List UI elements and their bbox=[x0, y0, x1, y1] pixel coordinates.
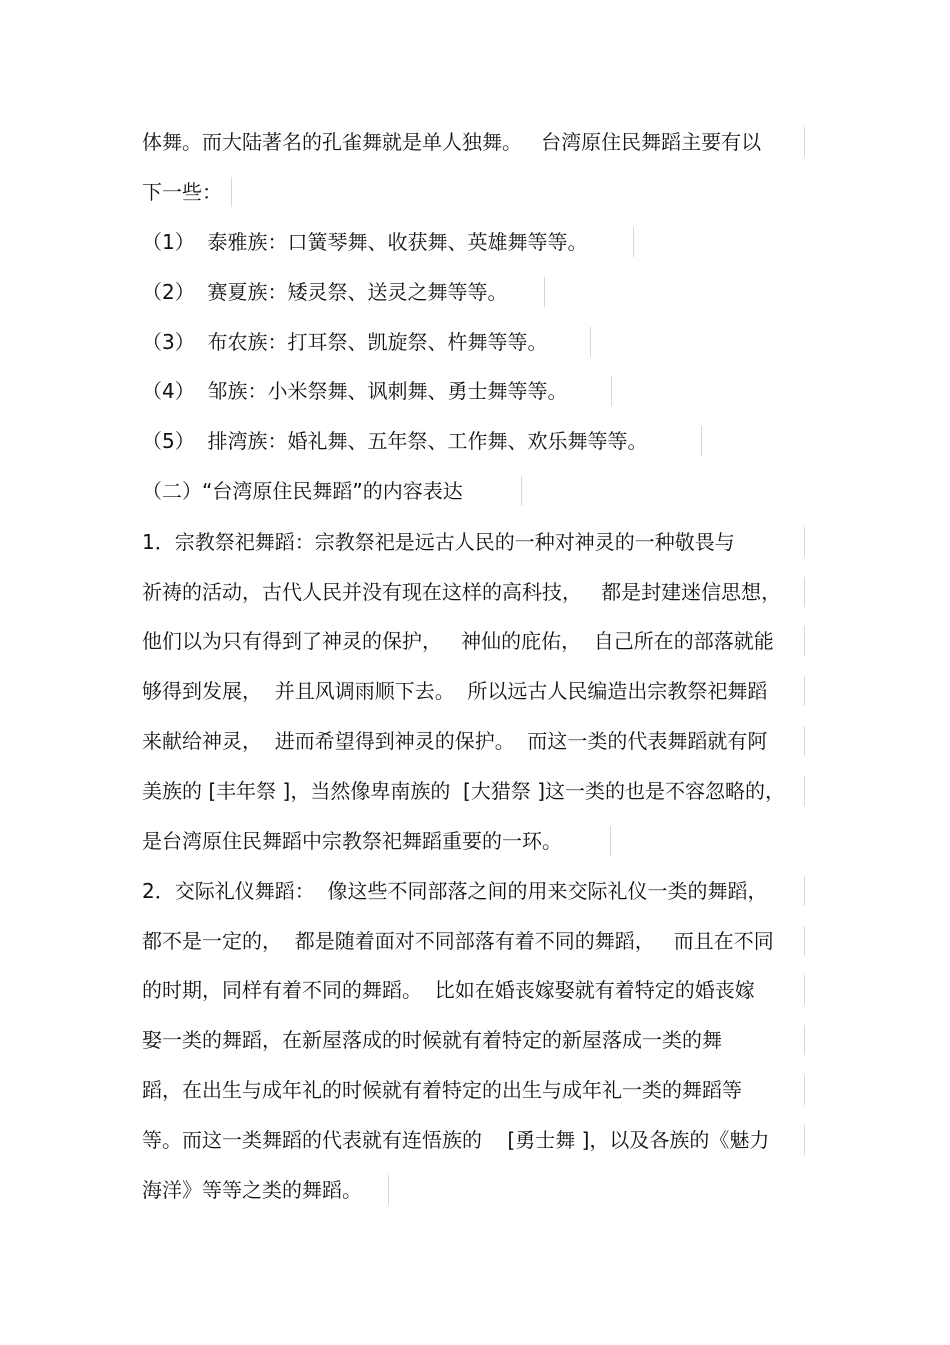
paragraph-line: 体舞。而大陆著名的孔雀舞就是单人独舞。 台湾原住民舞蹈主要有以 bbox=[142, 130, 762, 154]
paragraph-line: 祈祷的活动，古代人民并没有现在这样的高科技， 都是封建迷信思想， bbox=[142, 580, 782, 604]
line-end-rule bbox=[544, 277, 545, 307]
paragraph-line: 蹈，在出生与成年礼的时候就有着特定的出生与成年礼一类的舞蹈等 bbox=[142, 1078, 742, 1102]
list-item: （5） 排湾族：婚礼舞、五年祭、工作舞、欢乐舞等等。 bbox=[142, 429, 648, 453]
line-end-rule bbox=[804, 127, 805, 157]
paragraph-line: 够得到发展， 并且风调雨顺下去。 所以远古人民编造出宗教祭祀舞蹈 bbox=[142, 679, 768, 703]
section-heading: （二）“台湾原住民舞蹈”的内容表达 bbox=[142, 479, 463, 503]
line-end-rule bbox=[804, 1075, 805, 1105]
paragraph-line: 下一些： bbox=[142, 180, 222, 204]
paragraph-line: 1．宗教祭祀舞蹈：宗教祭祀是远古人民的一种对神灵的一种敬畏与 bbox=[142, 530, 735, 554]
line-end-rule bbox=[804, 1025, 805, 1055]
paragraph-line: 等。而这一类舞蹈的代表就有连悟族的 [勇士舞 ]，以及各族的《魅力 bbox=[142, 1128, 770, 1152]
line-end-rule bbox=[590, 327, 591, 357]
paragraph-line: 海洋》等等之类的舞蹈。 bbox=[142, 1178, 362, 1202]
paragraph-line: 2．交际礼仪舞蹈： 像这些不同部落之间的用来交际礼仪一类的舞蹈， bbox=[142, 879, 768, 903]
line-end-rule bbox=[388, 1175, 389, 1205]
line-end-rule bbox=[610, 826, 611, 856]
list-item: （3） 布农族：打耳祭、凯旋祭、杵舞等等。 bbox=[142, 330, 548, 354]
line-end-rule bbox=[804, 975, 805, 1005]
paragraph-line: 是台湾原住民舞蹈中宗教祭祀舞蹈重要的一环。 bbox=[142, 829, 562, 853]
paragraph-line: 都不是一定的， 都是随着面对不同部落有着不同的舞蹈， 而且在不同 bbox=[142, 929, 774, 953]
line-end-rule bbox=[701, 426, 702, 456]
list-item: （1） 泰雅族：口簧琴舞、收获舞、英雄舞等等。 bbox=[142, 230, 588, 254]
paragraph-line: 他们以为只有得到了神灵的保护， 神仙的庇佑， 自己所在的部落就能 bbox=[142, 629, 774, 653]
line-end-rule bbox=[804, 876, 805, 906]
line-end-rule bbox=[804, 726, 805, 756]
line-end-rule bbox=[521, 476, 522, 506]
line-end-rule bbox=[804, 527, 805, 557]
paragraph-line: 娶一类的舞蹈，在新屋落成的时候就有着特定的新屋落成一类的舞 bbox=[142, 1028, 722, 1052]
line-end-rule bbox=[804, 676, 805, 706]
line-end-rule bbox=[804, 577, 805, 607]
line-end-rule bbox=[231, 177, 232, 207]
list-item: （4） 邹族：小米祭舞、讽刺舞、勇士舞等等。 bbox=[142, 379, 568, 403]
line-end-rule bbox=[804, 1125, 805, 1155]
paragraph-line: 来献给神灵， 进而希望得到神灵的保护。 而这一类的代表舞蹈就有阿 bbox=[142, 729, 768, 753]
paragraph-line: 美族的 [丰年祭 ]，当然像卑南族的 [大猎祭 ]这一类的也是不容忽略的， bbox=[142, 779, 785, 803]
line-end-rule bbox=[633, 227, 634, 257]
list-item: （2） 赛夏族：矮灵祭、送灵之舞等等。 bbox=[142, 280, 508, 304]
line-end-rule bbox=[804, 626, 805, 656]
line-end-rule bbox=[804, 926, 805, 956]
line-end-rule bbox=[804, 776, 805, 806]
paragraph-line: 的时期，同样有着不同的舞蹈。 比如在婚丧嫁娶就有着特定的婚丧嫁 bbox=[142, 978, 755, 1002]
line-end-rule bbox=[611, 376, 612, 406]
